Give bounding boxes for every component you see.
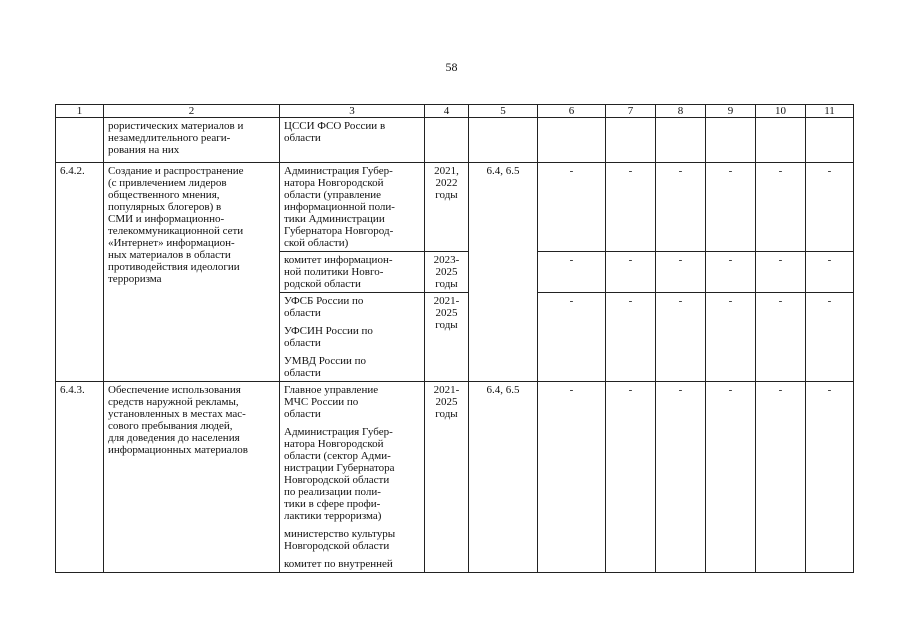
text-line: лактики терроризма) bbox=[284, 510, 382, 522]
cell-value: - bbox=[756, 293, 806, 382]
text-line: противодействия идеологии bbox=[108, 261, 240, 273]
cell-value: - bbox=[756, 252, 806, 293]
text-line: 2021- bbox=[433, 384, 460, 396]
column-header-5: 5 bbox=[469, 105, 538, 118]
text-line: установленных в местах мас- bbox=[108, 408, 246, 420]
text-line: 2021, bbox=[434, 165, 459, 177]
text-line: годы bbox=[435, 319, 458, 331]
cell-value: - bbox=[706, 252, 756, 293]
text-line: годы bbox=[435, 189, 458, 201]
column-header-11: 11 bbox=[806, 105, 854, 118]
text-line: Администрация Губер- bbox=[284, 426, 393, 438]
text-line: ЦССИ ФСО России в bbox=[284, 120, 386, 132]
column-header-8: 8 bbox=[656, 105, 706, 118]
cell-value: - bbox=[706, 382, 756, 573]
cell-value: - bbox=[706, 163, 756, 252]
cell-executor bbox=[280, 118, 425, 163]
cell-value: - bbox=[806, 163, 854, 252]
column-header-10: 10 bbox=[756, 105, 806, 118]
text-line: нистрации Губернатора bbox=[284, 462, 395, 474]
cell-value: - bbox=[538, 163, 606, 252]
cell-value: - bbox=[538, 293, 606, 382]
cell-value: - bbox=[606, 252, 656, 293]
column-header-1: 1 bbox=[56, 105, 104, 118]
page-number: 58 bbox=[445, 60, 458, 74]
text-line: сового пребывания людей, bbox=[108, 420, 233, 432]
text-line: «Интернет» информацион- bbox=[108, 237, 235, 249]
continuation-row bbox=[56, 118, 854, 163]
text-line: годы bbox=[435, 278, 458, 290]
text-line: 2025 bbox=[435, 307, 458, 319]
column-header-6: 6 bbox=[538, 105, 606, 118]
text-line: области (сектор Адми- bbox=[284, 450, 391, 462]
text-line: УФСБ России по bbox=[284, 295, 364, 307]
executor-entry bbox=[284, 384, 420, 420]
column-header-3: 3 bbox=[280, 105, 425, 118]
text-line: комитет по внутренней bbox=[284, 558, 393, 570]
text-line: ной политики Новго- bbox=[284, 266, 384, 278]
cell-measure-name bbox=[104, 382, 280, 573]
cell-value: - bbox=[538, 382, 606, 573]
column-header-7: 7 bbox=[606, 105, 656, 118]
text-line: ской области) bbox=[284, 237, 349, 249]
cell-number bbox=[56, 118, 104, 163]
text-line: области bbox=[284, 307, 321, 319]
text-line: области bbox=[284, 408, 321, 420]
cell-value: - bbox=[656, 163, 706, 252]
cell-value: - bbox=[538, 252, 606, 293]
text-line: тики Администрации bbox=[284, 213, 385, 225]
text-line: 2023- bbox=[433, 254, 460, 266]
cell-value: - bbox=[606, 293, 656, 382]
text-line: ных материалов в области bbox=[108, 249, 231, 261]
cell-value: - bbox=[606, 382, 656, 573]
column-header-9: 9 bbox=[706, 105, 756, 118]
text-line: Новгородской области bbox=[284, 474, 390, 486]
text-line: Создание и распространение bbox=[108, 165, 244, 177]
text-line: области bbox=[284, 132, 321, 144]
text-line: общественного мнения, bbox=[108, 189, 220, 201]
executor-entry bbox=[284, 426, 420, 522]
text-line: 2025 bbox=[435, 396, 458, 408]
cell-number: 6.4.2. bbox=[56, 163, 104, 382]
cell-number: 6.4.3. bbox=[56, 382, 104, 573]
cell-measure-name bbox=[104, 118, 280, 163]
text-line: годы bbox=[435, 408, 458, 420]
cell-period bbox=[425, 382, 469, 573]
executor-entry bbox=[284, 254, 420, 290]
text-line: области bbox=[284, 367, 321, 379]
text-line: СМИ и информационно- bbox=[108, 213, 225, 225]
text-line: рования на них bbox=[108, 144, 180, 156]
text-line: Главное управление bbox=[284, 384, 379, 396]
cell-indicators: 6.4, 6.5 bbox=[469, 163, 538, 382]
executor-entry bbox=[284, 165, 420, 249]
text-line: 2021- bbox=[433, 295, 460, 307]
item-6-4-2 bbox=[56, 163, 854, 382]
text-line: средств наружной рекламы, bbox=[108, 396, 239, 408]
column-header-4: 4 bbox=[425, 105, 469, 118]
executor-entry bbox=[284, 528, 420, 552]
text-line: комитет информацион- bbox=[284, 254, 393, 266]
text-line: области (управление bbox=[284, 189, 382, 201]
text-line: популярных блогеров) в bbox=[108, 201, 222, 213]
text-line: Новгородской области bbox=[284, 540, 390, 552]
text-line: 2025 bbox=[435, 266, 458, 278]
cell-value: - bbox=[806, 252, 854, 293]
table-row bbox=[56, 382, 854, 573]
text-line: по реализации поли- bbox=[284, 486, 381, 498]
text-line: информационных материалов bbox=[108, 444, 248, 456]
text-line: телекоммуникационной сети bbox=[108, 225, 244, 237]
column-number-row bbox=[56, 105, 854, 118]
cell-executor bbox=[280, 252, 425, 293]
executor-entry bbox=[284, 355, 420, 379]
cell-period bbox=[425, 293, 469, 382]
cell-period bbox=[425, 163, 469, 252]
measures-table bbox=[55, 104, 854, 573]
item-6-4-3 bbox=[56, 382, 854, 573]
text-line: Губернатора Новгород- bbox=[284, 225, 394, 237]
cell-value: - bbox=[606, 163, 656, 252]
text-line: незамедлительного реаги- bbox=[108, 132, 231, 144]
table-row bbox=[56, 163, 854, 252]
text-line: родской области bbox=[284, 278, 361, 290]
cell-value: - bbox=[756, 382, 806, 573]
text-line: УМВД России по bbox=[284, 355, 367, 367]
text-line: 2022 bbox=[435, 177, 458, 189]
cell-indicators: 6.4, 6.5 bbox=[469, 382, 538, 573]
text-line: рористических материалов и bbox=[108, 120, 244, 132]
cell-value: - bbox=[756, 163, 806, 252]
cell-period bbox=[425, 252, 469, 293]
cell-value: - bbox=[806, 293, 854, 382]
text-line: (с привлечением лидеров bbox=[108, 177, 227, 189]
text-line: для доведения до населения bbox=[108, 432, 240, 444]
column-header-2: 2 bbox=[104, 105, 280, 118]
text-line: министерство культуры bbox=[284, 528, 396, 540]
text-line: терроризма bbox=[108, 273, 162, 285]
text-line: информационной поли- bbox=[284, 201, 395, 213]
cell-executor bbox=[280, 293, 425, 382]
cell-executor bbox=[280, 382, 425, 573]
executor-entry bbox=[284, 295, 420, 319]
text-line: МЧС России по bbox=[284, 396, 359, 408]
cell-value: - bbox=[656, 252, 706, 293]
cell-measure-name bbox=[104, 163, 280, 382]
cell-value: - bbox=[806, 382, 854, 573]
cell-value: - bbox=[656, 382, 706, 573]
text-line: области bbox=[284, 337, 321, 349]
cell-value: - bbox=[656, 293, 706, 382]
text-line: тики в сфере профи- bbox=[284, 498, 381, 510]
executor-entry bbox=[284, 325, 420, 349]
text-line: натора Новгородской bbox=[284, 438, 384, 450]
cell-executor bbox=[280, 163, 425, 252]
text-line: Администрация Губер- bbox=[284, 165, 393, 177]
text-line: УФСИН России по bbox=[284, 325, 373, 337]
text-line: натора Новгородской bbox=[284, 177, 384, 189]
text-line: Обеспечение использования bbox=[108, 384, 241, 396]
cell-value: - bbox=[706, 293, 756, 382]
executor-entry bbox=[284, 558, 420, 570]
